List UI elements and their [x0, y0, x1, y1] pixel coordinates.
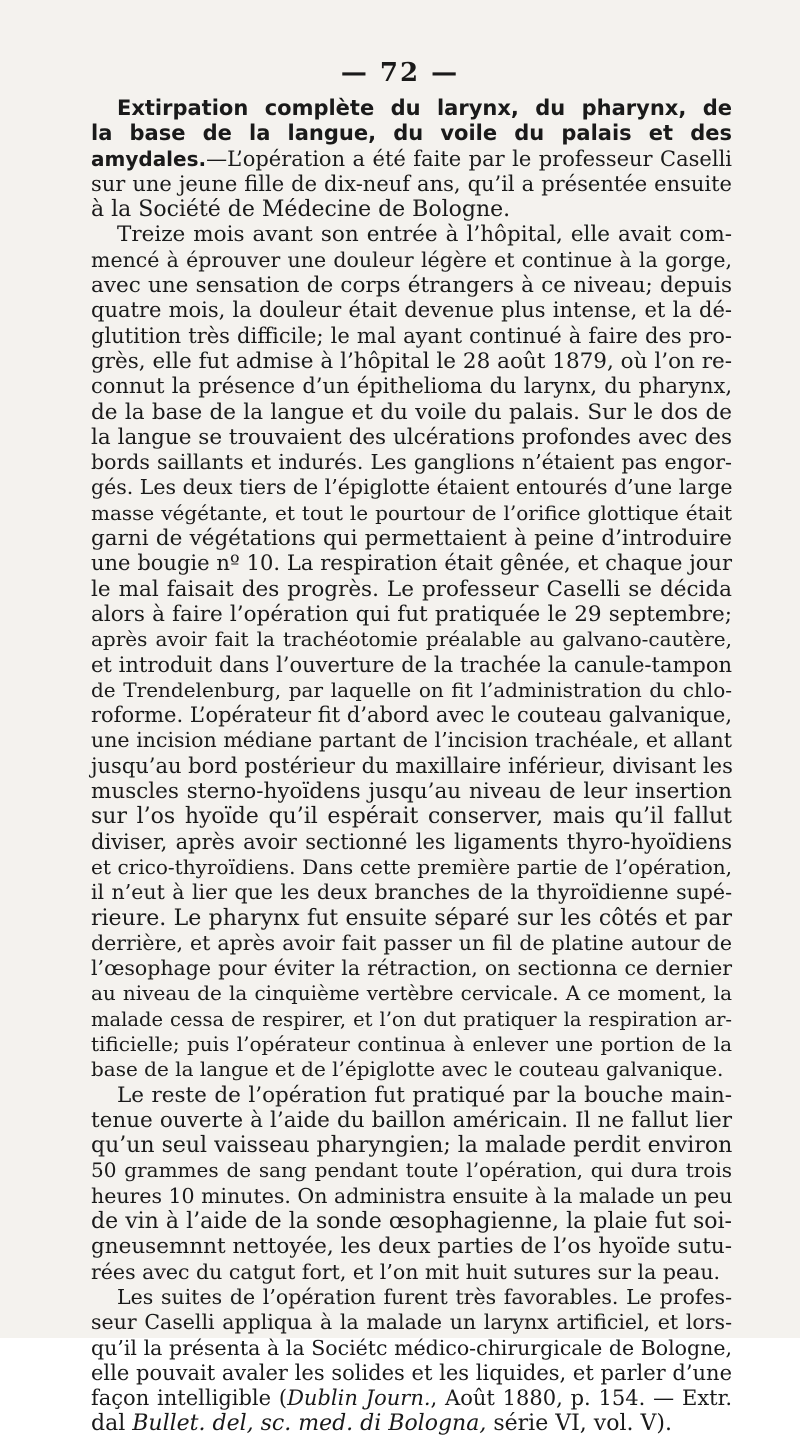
text-line	[91, 1158, 732, 1183]
text-line	[91, 804, 732, 829]
text-run: gneusemnnt nettoyée, les deux parties de l’os hyoïde sutu-	[91, 1234, 732, 1260]
text-run: la langue se trouvaient des ulcérations profondes avec des	[91, 424, 732, 450]
text-line	[91, 678, 732, 703]
text-line	[91, 450, 732, 475]
text-line	[91, 96, 732, 121]
text-line	[91, 374, 732, 399]
text-run: garni de végétations qui permettaient à peine d’introduire	[91, 526, 732, 552]
text-line	[91, 425, 732, 450]
text-run: malade cessa de respirer, et l’on dut pratiquer la respiration ar-	[91, 1007, 732, 1031]
text-line	[91, 324, 732, 349]
text-run: au niveau de la cinquième vertèbre cervicale. A ce moment, la	[91, 981, 732, 1006]
text-line	[91, 880, 732, 905]
text-line	[91, 906, 732, 931]
text-line	[91, 1260, 732, 1285]
text-run: —L’opération a été faite par le professeur Caselli	[206, 146, 732, 171]
text-run: il n’eut à lier que les deux branches de la thyroïdienne supé-	[91, 880, 732, 905]
text-run: une incision médiane partant de l’incision trachéale, et allant	[91, 728, 732, 753]
text-line	[91, 1234, 732, 1259]
text-line	[91, 526, 732, 551]
text-run: quatre mois, la douleur était devenue plus intense, et la dé-	[91, 298, 732, 323]
text-run: Treize mois avant son entrée à l’hôpital, elle avait com-	[117, 222, 732, 248]
text-line	[91, 956, 732, 981]
text-run: l’œsophage pour éviter la rétraction, on sectionna ce dernier	[91, 956, 732, 981]
text-run: une bougie nº 10. La respiration était gênée, et chaque jour	[91, 551, 732, 576]
text-line	[91, 222, 732, 247]
text-run: gés. Les deux tiers de l’épiglotte étaient entourés d’une large	[91, 475, 733, 500]
text-line	[91, 779, 732, 804]
text-run: à la Société de Médecine de Bologne.	[91, 197, 511, 223]
text-run: série VI, vol. V).	[486, 1411, 672, 1437]
text-line	[91, 475, 732, 500]
text-run: derrière, et après avoir fait passer un fil de platine autour de	[91, 930, 732, 955]
text-line	[91, 602, 732, 627]
text-line	[91, 501, 732, 526]
text-line	[91, 577, 732, 602]
text-run: glutition très difficile; le mal ayant continué à faire des pro-	[91, 323, 732, 348]
text-run: Bullet. del, sc. med. di Bologna,	[132, 1411, 487, 1437]
text-run: tenue ouverte à l’aide du baillon américain. Il ne fallut lier	[91, 1107, 732, 1133]
text-line	[91, 1386, 732, 1411]
text-line	[91, 1361, 732, 1386]
text-run: Le reste de l’opération fut pratiqué par la bouche main-	[117, 1082, 732, 1108]
text-line	[91, 273, 732, 298]
text-run: le mal faisait des progrès. Le professeur Caselli se décida	[91, 576, 732, 602]
text-line	[91, 653, 732, 678]
text-line	[91, 400, 732, 425]
text-line	[91, 298, 732, 323]
text-run: et crico-thyroïdiens. Dans cette première partie de l’opération,	[91, 854, 732, 879]
text-line	[91, 1133, 732, 1158]
text-line	[91, 830, 732, 855]
text-line	[91, 855, 732, 880]
text-run: rées avec du catgut fort, et l’on mit huit sutures sur la peau.	[91, 1259, 721, 1284]
text-run: roforme. L’opérateur fit d’abord avec le couteau galvanique,	[91, 703, 732, 728]
text-run: qu’il la présenta à la Sociétc médico-chirurgicale de Bologne,	[91, 1335, 732, 1360]
text-run: mencé à éprouver une douleur légère et continue à la gorge,	[91, 247, 732, 272]
text-run: de Trendelenburg, par laquelle on fit l’administration du chlo-	[91, 677, 732, 702]
text-run: et introduit dans l’ouverture de la trachée la canule-tampon	[91, 652, 732, 677]
text-line	[91, 248, 732, 273]
text-line	[91, 1184, 732, 1209]
text-run: seur Caselli appliqua à la malade un larynx artificiel, et lors-	[91, 1310, 732, 1335]
text-line	[91, 172, 732, 197]
text-run: base de la langue et de l’épiglotte avec le couteau galvanique.	[91, 1057, 724, 1082]
text-run: de vin à l’aide de la sonde œsophagienne, la plaie fut soi-	[91, 1209, 732, 1235]
text-line	[91, 1007, 732, 1032]
text-run: rieure. Le pharynx fut ensuite séparé sur les côtés et par	[91, 905, 732, 931]
text-run: , Août 1880, p. 154. — Extr.	[430, 1386, 733, 1411]
text-run: Extirpation complète du larynx, du pharynx, de	[117, 96, 732, 120]
text-line	[91, 931, 732, 956]
text-run: après avoir fait la trachéotomie préalable au galvano-cautère,	[91, 627, 732, 652]
text-run: amydales.	[91, 146, 207, 171]
text-line	[91, 703, 732, 728]
text-line	[91, 1057, 732, 1082]
text-run: heures 10 minutes. On administra ensuite à la malade un peu	[91, 1183, 733, 1208]
text-line	[91, 1285, 732, 1310]
text-line	[91, 551, 732, 576]
text-line	[91, 1336, 732, 1361]
page-number: — 72 —	[340, 58, 460, 88]
text-run: dal	[91, 1411, 133, 1437]
text-line	[91, 627, 732, 652]
text-line	[91, 754, 732, 779]
text-line	[91, 1209, 732, 1234]
text-run: Les suites de l’opération furent très favorables. Le profes-	[117, 1284, 732, 1309]
text-line	[91, 1411, 732, 1436]
text-run: diviser, après avoir sectionné les ligaments thyro-hyoïdiens	[91, 829, 732, 854]
text-run: façon intelligible (	[91, 1386, 288, 1411]
text-line	[91, 1032, 732, 1057]
text-run: de la base de la langue et du voile du palais. Sur le dos de	[91, 399, 732, 425]
text-run: grès, elle fut admise à l’hôpital le 28 août 1879, où l’on re-	[91, 348, 732, 374]
text-run: Dublin Journ.	[287, 1386, 431, 1411]
text-line	[91, 1108, 732, 1133]
text-run: sur l’os hyoïde qu’il espérait conserver, mais qu’il fallut	[91, 804, 732, 830]
text-line	[91, 121, 732, 146]
text-run: jusqu’au bord postérieur du maxillaire inférieur, divisant les	[91, 753, 733, 778]
text-run: 50 grammes de sang pendant toute l’opération, qui dura trois	[91, 1158, 732, 1183]
text-line	[91, 147, 732, 172]
text-run: avec une sensation de corps étrangers à ce niveau; depuis	[91, 273, 732, 299]
text-run: alors à faire l’opération qui fut pratiquée le 29 septembre;	[91, 601, 732, 627]
text-line	[91, 197, 732, 222]
text-run: connut la présence d’un épithelioma du larynx, du pharynx,	[91, 374, 732, 399]
text-line	[91, 1310, 732, 1335]
article-body	[91, 96, 732, 1437]
text-line	[91, 981, 732, 1006]
text-run: sur une jeune fille de dix-neuf ans, qu’il a présentée ensuite	[91, 171, 732, 196]
text-run: qu’un seul vaisseau pharyngien; la malade perdit environ	[91, 1133, 733, 1159]
text-run: tificielle; puis l’opérateur continua à enlever une portion de la	[91, 1031, 732, 1056]
text-run: muscles sterno-hyoïdens jusqu’au niveau de leur insertion	[91, 779, 732, 805]
text-line	[91, 349, 732, 374]
text-run: la base de la langue, du voile du palais et des	[91, 121, 732, 146]
text-line	[91, 1083, 732, 1108]
text-run: masse végétante, et tout le pourtour de l’orifice glottique était	[91, 500, 732, 525]
text-run: bords saillants et indurés. Les ganglions n’étaient pas engor-	[91, 450, 732, 475]
text-line	[91, 728, 732, 753]
text-run: elle pouvait avaler les solides et les liquides, et parler d’une	[91, 1360, 732, 1385]
